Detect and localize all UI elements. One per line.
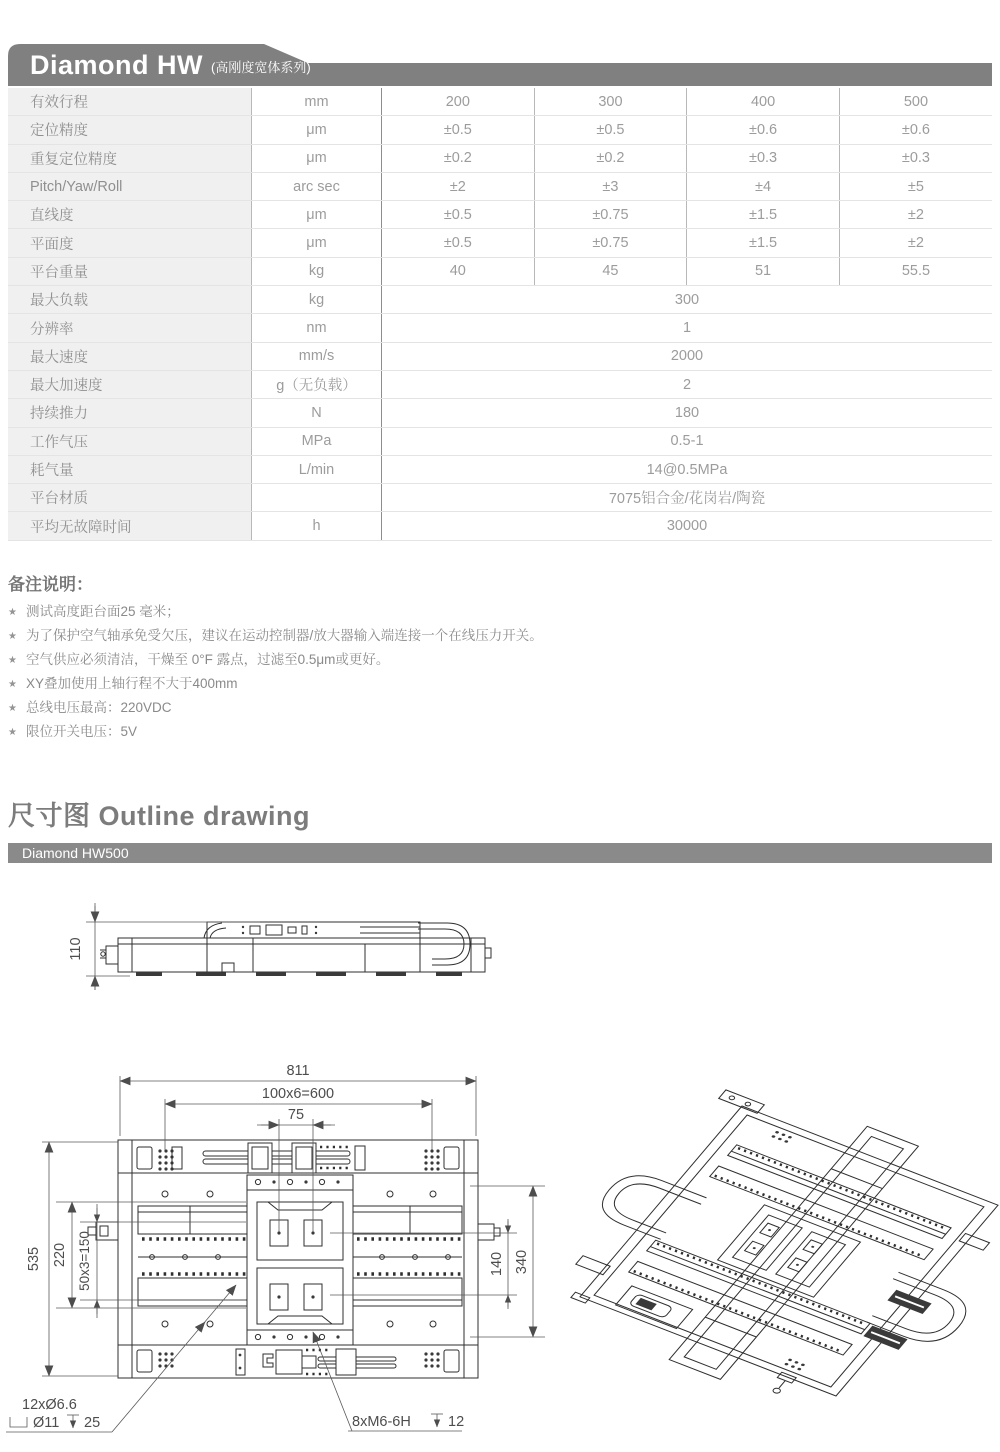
spec-row bbox=[8, 484, 992, 512]
notes-list bbox=[8, 600, 908, 744]
spec-label: 分辨率 bbox=[8, 314, 252, 342]
spec-value: ±0.6 bbox=[687, 116, 840, 144]
spec-value-span: 14@0.5MPa bbox=[382, 455, 993, 483]
header bbox=[8, 44, 608, 86]
note-item bbox=[8, 624, 908, 648]
spec-label: 最大负载 bbox=[8, 286, 252, 314]
spec-value: ±1.5 bbox=[687, 229, 840, 257]
spec-value: ±0.75 bbox=[534, 229, 687, 257]
spec-unit: kg bbox=[252, 257, 382, 285]
spec-row bbox=[8, 286, 992, 314]
spec-value: ±0.5 bbox=[382, 229, 535, 257]
spec-unit: kg bbox=[252, 286, 382, 314]
spec-value: 200 bbox=[382, 88, 535, 116]
spec-value: ±0.6 bbox=[839, 116, 992, 144]
spec-unit: μm bbox=[252, 116, 382, 144]
outline-drawing-canvas bbox=[0, 880, 1000, 1452]
note-text: 空气供应必须清洁，干燥至 0°F 露点，过滤至0.5μm或更好。 bbox=[25, 652, 390, 667]
spec-row bbox=[8, 172, 992, 200]
dim-150: 50x3=150 bbox=[77, 1231, 92, 1291]
spec-value: ±2 bbox=[839, 201, 992, 229]
note-item bbox=[8, 648, 908, 672]
callout-cbore-dia: Ø11 bbox=[33, 1415, 60, 1431]
spec-unit: nm bbox=[252, 314, 382, 342]
callout-tap: 8xM6-6H bbox=[352, 1414, 411, 1430]
isometric-view-drawing bbox=[516, 1067, 1000, 1436]
callout-12x-dia: 12xØ6.6 bbox=[22, 1397, 77, 1413]
note-text: 为了保护空气轴承免受欠压，建议在运动控制器/放大器输入端连接一个在线压力开关。 bbox=[25, 628, 543, 643]
spec-value: 300 bbox=[534, 88, 687, 116]
spec-row bbox=[8, 399, 992, 427]
spec-value: 55.5 bbox=[839, 257, 992, 285]
product-title: Diamond HW bbox=[30, 50, 203, 80]
spec-table bbox=[8, 88, 992, 541]
spec-label: 平均无故障时间 bbox=[8, 512, 252, 540]
spec-row bbox=[8, 427, 992, 455]
spec-value: ±2 bbox=[382, 172, 535, 200]
dim-110: 110 bbox=[68, 937, 84, 961]
dim-811: 811 bbox=[286, 1063, 310, 1079]
spec-value: 500 bbox=[839, 88, 992, 116]
spec-label: 工作气压 bbox=[8, 427, 252, 455]
depth-symbol bbox=[431, 1414, 443, 1427]
spec-value: ±1.5 bbox=[687, 201, 840, 229]
spec-label: 直线度 bbox=[8, 201, 252, 229]
spec-label: 定位精度 bbox=[8, 116, 252, 144]
spec-value: ±0.2 bbox=[382, 144, 535, 172]
spec-unit: MPa bbox=[252, 427, 382, 455]
spec-row bbox=[8, 314, 992, 342]
depth-symbol bbox=[67, 1415, 79, 1428]
spec-value: ±4 bbox=[687, 172, 840, 200]
spec-row bbox=[8, 116, 992, 144]
spec-unit: μm bbox=[252, 144, 382, 172]
spec-unit: g（无负载） bbox=[252, 370, 382, 398]
spec-row bbox=[8, 201, 992, 229]
spec-value-span: 180 bbox=[382, 399, 993, 427]
notes-title: 备注说明： bbox=[8, 575, 93, 594]
side-view-drawing bbox=[68, 903, 491, 990]
spec-label: 平台重量 bbox=[8, 257, 252, 285]
spec-row bbox=[8, 229, 992, 257]
spec-value: 51 bbox=[687, 257, 840, 285]
spec-value: ±0.5 bbox=[534, 116, 687, 144]
note-item bbox=[8, 600, 908, 624]
counterbore-callout bbox=[6, 1285, 236, 1432]
spec-value-span: 0.5-1 bbox=[382, 427, 993, 455]
spec-value-span: 2 bbox=[382, 370, 993, 398]
spec-value: ±0.2 bbox=[534, 144, 687, 172]
note-text: 测试高度距台面25 毫米； bbox=[25, 604, 180, 619]
dim-340: 340 bbox=[514, 1249, 530, 1275]
spec-unit: μm bbox=[252, 201, 382, 229]
spec-value: ±2 bbox=[839, 229, 992, 257]
spec-unit: h bbox=[252, 512, 382, 540]
star-icon: ★ bbox=[8, 655, 17, 666]
spec-table-body bbox=[8, 88, 992, 540]
star-icon: ★ bbox=[8, 727, 17, 738]
product-series: (高刚度宽体系列) bbox=[211, 60, 311, 75]
spec-value: ±5 bbox=[839, 172, 992, 200]
star-icon: ★ bbox=[8, 679, 17, 690]
spec-label: 有效行程 bbox=[8, 88, 252, 116]
spec-value: ±3 bbox=[534, 172, 687, 200]
callout-cbore-depth: 25 bbox=[84, 1415, 101, 1431]
spec-value-span: 1 bbox=[382, 314, 993, 342]
spec-unit: mm bbox=[252, 88, 382, 116]
spec-label: Pitch/Yaw/Roll bbox=[8, 172, 252, 200]
spec-label: 重复定位精度 bbox=[8, 144, 252, 172]
note-text: 限位开关电压：5V bbox=[25, 724, 137, 739]
spec-value: ±0.5 bbox=[382, 116, 535, 144]
spec-label: 最大速度 bbox=[8, 342, 252, 370]
spec-value: ±0.3 bbox=[839, 144, 992, 172]
spec-label: 平台材质 bbox=[8, 484, 252, 512]
spec-row bbox=[8, 342, 992, 370]
dim-220: 220 bbox=[52, 1242, 68, 1268]
spec-value-span: 300 bbox=[382, 286, 993, 314]
dim-600: 100x6=600 bbox=[261, 1086, 335, 1102]
spec-unit: arc sec bbox=[252, 172, 382, 200]
spec-value: 400 bbox=[687, 88, 840, 116]
spec-unit: N bbox=[252, 399, 382, 427]
spec-unit: L/min bbox=[252, 455, 382, 483]
spec-unit: μm bbox=[252, 229, 382, 257]
spec-unit bbox=[252, 484, 382, 512]
spec-row bbox=[8, 257, 992, 285]
note-text: XY叠加使用上轴行程不大于400mm bbox=[25, 676, 238, 691]
side-height-dimension bbox=[68, 903, 260, 990]
spec-label: 最大加速度 bbox=[8, 370, 252, 398]
spec-label: 耗气量 bbox=[8, 455, 252, 483]
note-item bbox=[8, 696, 908, 720]
star-icon: ★ bbox=[8, 703, 17, 714]
note-item bbox=[8, 720, 908, 744]
spec-value: ±0.3 bbox=[687, 144, 840, 172]
outline-heading: 尺寸图 Outline drawing bbox=[8, 801, 311, 831]
callout-tap-depth: 12 bbox=[448, 1414, 465, 1430]
dim-140: 140 bbox=[489, 1251, 505, 1277]
spec-row bbox=[8, 88, 992, 116]
spec-row bbox=[8, 370, 992, 398]
star-icon: ★ bbox=[8, 607, 17, 618]
note-text: 总线电压最高：220VDC bbox=[25, 700, 172, 715]
counterbore-symbol bbox=[10, 1417, 27, 1427]
spec-row bbox=[8, 455, 992, 483]
spec-unit: mm/s bbox=[252, 342, 382, 370]
plan-view-drawing bbox=[6, 1063, 545, 1432]
dim-75: 75 bbox=[287, 1107, 305, 1123]
spec-value-span: 30000 bbox=[382, 512, 993, 540]
spec-value: 45 bbox=[534, 257, 687, 285]
spec-row bbox=[8, 512, 992, 540]
spec-value-span: 2000 bbox=[382, 342, 993, 370]
note-item bbox=[8, 672, 908, 696]
spec-label: 持续推力 bbox=[8, 399, 252, 427]
model-label-bar: Diamond HW500 bbox=[8, 843, 992, 863]
spec-row bbox=[8, 144, 992, 172]
spec-label: 平面度 bbox=[8, 229, 252, 257]
spec-value-span: 7075铝合金/花岗岩/陶瓷 bbox=[382, 484, 993, 512]
dim-535: 535 bbox=[26, 1246, 42, 1272]
spec-value: 40 bbox=[382, 257, 535, 285]
spec-value: ±0.5 bbox=[382, 201, 535, 229]
tap-callout bbox=[313, 1332, 464, 1431]
spec-value: ±0.75 bbox=[534, 201, 687, 229]
star-icon: ★ bbox=[8, 631, 17, 642]
